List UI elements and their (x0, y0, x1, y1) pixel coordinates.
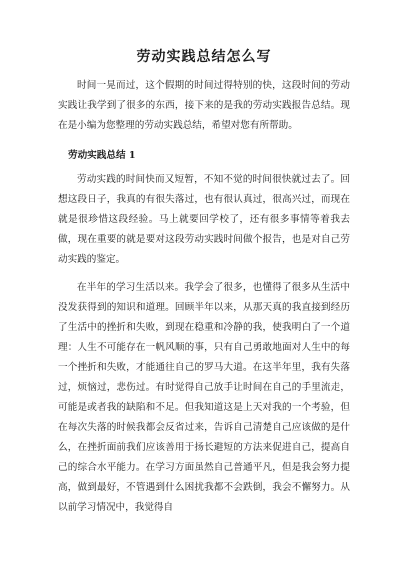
intro-paragraph: 时间一晃而过，这个假期的时间过得特别的快，这段时间的劳动实践让我学到了很多的东西，接下来的是我的劳动实践报告总结。现在是小编为您整理的劳动实践总结，希望对您有所帮助。 (58, 80, 350, 131)
document-title: 劳动实践总结怎么写 (136, 49, 272, 65)
body-paragraph-1: 劳动实践的时间快而又短暂，不知不觉的时间很快就过去了。回想这段日子，我真的有很失落过，也有很认真过，很高兴过，而现在就是很珍惜这段经验。马上就要回学校了，还有很多事情等着我去做，现在重要的就是要对这段劳动实践时间做个报告，也是对自己劳动实践的鉴定。 (58, 174, 350, 265)
body-paragraph-2: 在半年的学习生活以来。我学会了很多，也懂得了很多从生活中没发获得到的知识和道理。回顾半年以来，从那天真的我直接到经历了生活中的挫折和失败，到现在稳重和冷静的我，使我明白了一个道理：人生不可能存在一帆风顺的事，只有自己勇敢地面对人生中的每一个挫折和失败，才能通往自己的罗马大道。在这半年里，我有失落过，烦恼过，悲伤过。有时觉得自己放手让时间在自己的手里流走，可能是或者我的缺陷和不足。但我知道这是上天对我的一个考验，但在每次失落的时候我都会反省过来，告诉自己清楚自己应该做的是什么，在挫折面前我们应该善用于扬长避短的方法来促进自己，提高自己的综合水平能力。在学习方面虽然自己普通平凡，但是我会努力提高，做到最好，不管遇到什么困扰我都不会跌倒，我会不懈努力。从以前学习情况中，我觉得自 (58, 282, 350, 513)
section-heading: 劳动实践总结 1 (68, 150, 136, 161)
